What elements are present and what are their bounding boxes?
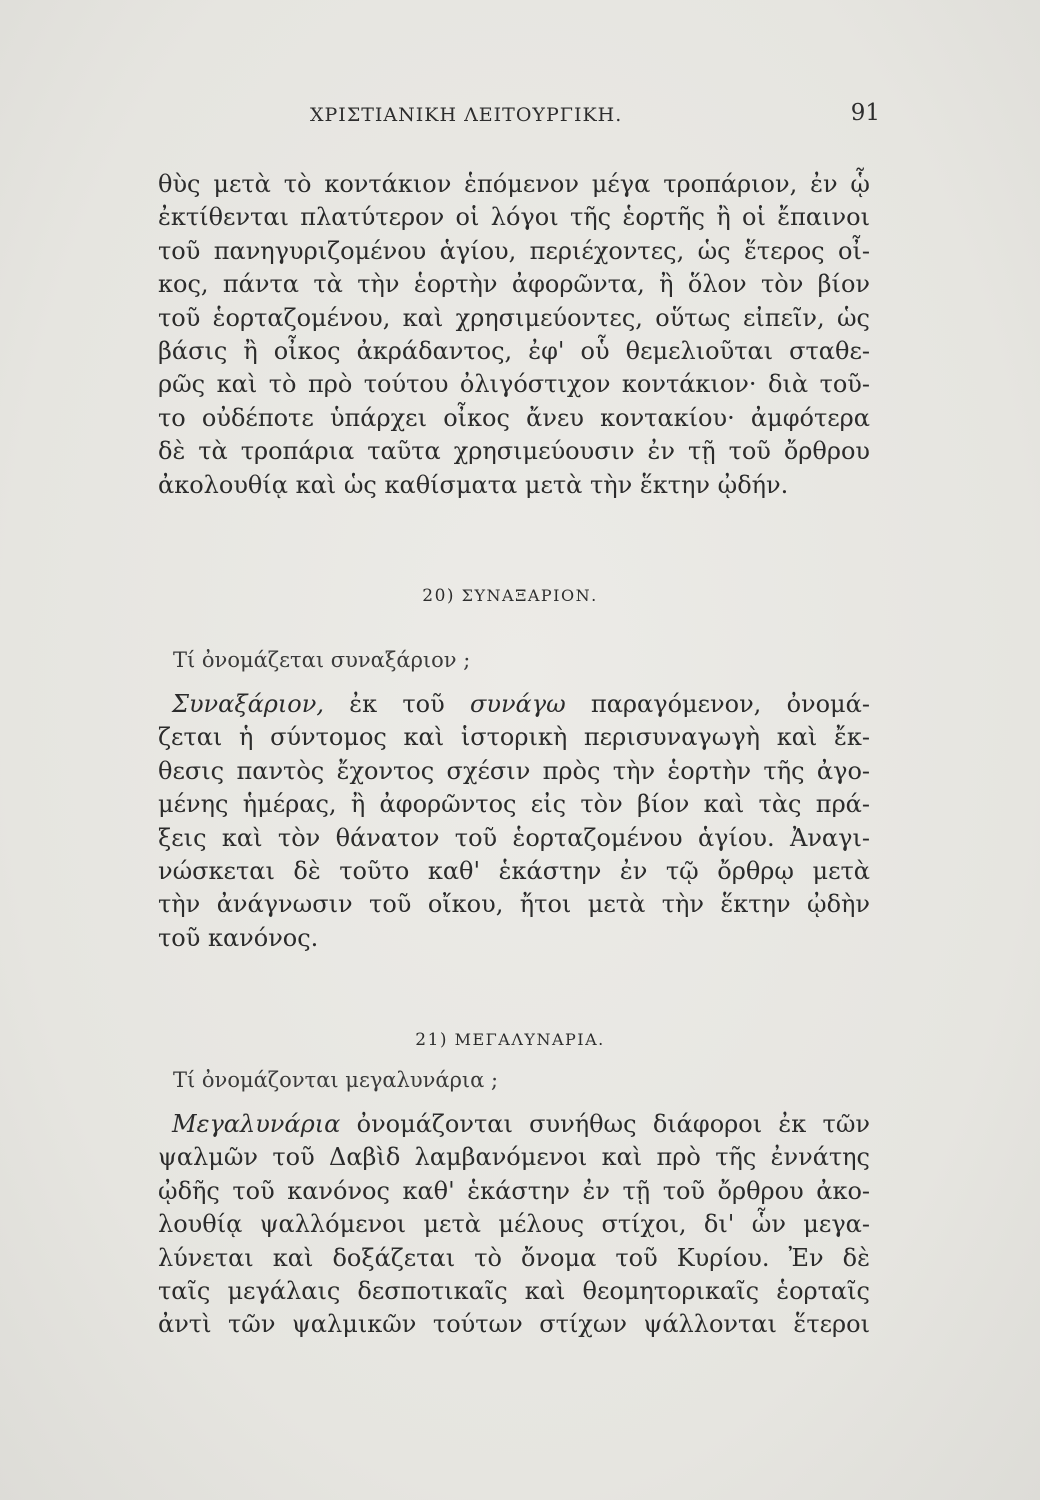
paragraph-first-line xyxy=(158,1108,870,1141)
paragraph-line: λύνεται καὶ δοξάζεται τὸ ὄνομα τοῦ Κυρίου. Ἐν δὲ xyxy=(158,1243,870,1272)
paragraph-line: ταῖς μεγάλαις δεσποτικαῖς καὶ θεομητορικαῖς ἑορταῖς xyxy=(158,1277,870,1306)
paragraph-line: μένης ἡμέρας, ἢ ἀφορῶντος εἰς τὸν βίον καὶ τὰς πρά- xyxy=(158,790,870,819)
paragraph-line: θεσις παντὸς ἔχοντος σχέσιν πρὸς τὴν ἑορτὴν τῆς ἀγο- xyxy=(158,756,870,785)
paragraph-line: βάσις ἢ οἶκος ἀκράδαντος, ἐφ' οὗ θεμελιοῦται σταθε- xyxy=(158,337,870,366)
paragraph-line: ἐκτίθενται πλατύτερον οἱ λόγοι τῆς ἑορτῆς ἢ οἱ ἔπαινοι xyxy=(158,203,870,232)
paragraph-line: ξεις καὶ τὸν θάνατον τοῦ ἑορταζομένου ἁγίου. Ἀναγι- xyxy=(158,823,870,852)
paragraph-line: το οὐδέποτε ὑπάρχει οἶκος ἄνευ κοντακίου· ἀμφότερα xyxy=(158,403,870,432)
paragraph-line: τοῦ κανόνος. xyxy=(158,923,319,952)
section-title: ΣΥΝΑΞΑΡΙΟΝ. xyxy=(461,586,598,605)
section-20-body xyxy=(158,688,870,955)
term: συνάγω xyxy=(469,690,566,718)
paragraph-line: τοῦ πανηγυριζομένου ἁγίου, περιέχοντες, ὡς ἕτερος οἶ- xyxy=(158,236,870,265)
line-text: παραγόμενον, ὀνομά- xyxy=(590,690,870,718)
section-title: ΜΕΓΑΛΥΝΑΡΙΑ. xyxy=(454,1030,605,1049)
paragraph-line: κος, πάντα τὰ τὴν ἑορτὴν ἀφορῶντα, ἢ ὅλον τὸν βίον xyxy=(158,270,870,299)
term: Μεγαλυνάρια xyxy=(172,1110,341,1138)
paragraph-line: ᾠδῆς τοῦ κανόνος καθ' ἑκάστην ἐν τῇ τοῦ ὄρθρου ἀκο- xyxy=(158,1176,870,1205)
paragraph-line: τὴν ἀνάγνωσιν τοῦ οἴκου, ἤτοι μετὰ τὴν ἕκτην ᾠδὴν xyxy=(158,890,870,919)
paragraph-line: ψαλμῶν τοῦ Δαβὶδ λαμβανόμενοι καὶ πρὸ τῆς ἐννάτης xyxy=(158,1143,870,1172)
section-number: 20) xyxy=(422,586,456,606)
running-header xyxy=(140,100,880,140)
paragraph-line: δὲ τὰ τροπάρια ταῦτα χρησιμεύουσιν ἐν τῇ τοῦ ὄρθρου xyxy=(158,437,870,466)
paragraph-line: ἀκολουθίᾳ καὶ ὡς καθίσματα μετὰ τὴν ἕκτην ᾠδήν. xyxy=(158,470,789,499)
paragraph-first-line xyxy=(158,688,870,721)
section-question: Τί ὀνομάζεται συναξάριον ; xyxy=(173,648,471,672)
section-question: Τί ὀνομάζονται μεγαλυνάρια ; xyxy=(173,1068,499,1092)
header-title: ΧΡΙΣΤΙΑΝΙΚΗ ΛΕΙΤΟΥΡΓΙΚΗ. xyxy=(310,104,623,126)
paragraph-line: ρῶς καὶ τὸ πρὸ τούτου ὀλιγόστιχον κοντάκιον· διὰ τοῦ- xyxy=(158,370,870,399)
paragraph-1 xyxy=(158,168,870,502)
term: Συναξάριον, xyxy=(172,690,324,718)
line-text: ὀνομάζονται συνήθως διάφοροι ἐκ τῶν xyxy=(356,1110,870,1138)
paragraph-line: ἀντὶ τῶν ψαλμικῶν τούτων στίχων ψάλλονται ἕτεροι xyxy=(158,1310,870,1339)
section-heading-20 xyxy=(140,586,880,606)
paragraph-line: λουθίᾳ ψαλλόμενοι μετὰ μέλους στίχοι, δι' ὧν μεγα- xyxy=(158,1210,870,1239)
page-number: 91 xyxy=(850,100,880,126)
paragraph-line: τοῦ ἑορταζομένου, καὶ χρησιμεύοντες, οὕτως εἰπεῖν, ὡς xyxy=(158,303,870,332)
paragraph-line: ζεται ἡ σύντομος καὶ ἱστορικὴ περισυναγωγὴ καὶ ἔκ- xyxy=(158,723,870,752)
section-21-body xyxy=(158,1108,870,1342)
paragraph-line: θὺς μετὰ τὸ κοντάκιον ἑπόμενον μέγα τροπάριον, ἐν ᾧ xyxy=(158,170,870,198)
line-text: ἐκ τοῦ xyxy=(349,690,445,718)
section-heading-21 xyxy=(140,1030,880,1050)
paragraph-line: νώσκεται δὲ τοῦτο καθ' ἑκάστην ἐν τῷ ὄρθρῳ μετὰ xyxy=(158,857,870,886)
section-number: 21) xyxy=(415,1030,449,1050)
